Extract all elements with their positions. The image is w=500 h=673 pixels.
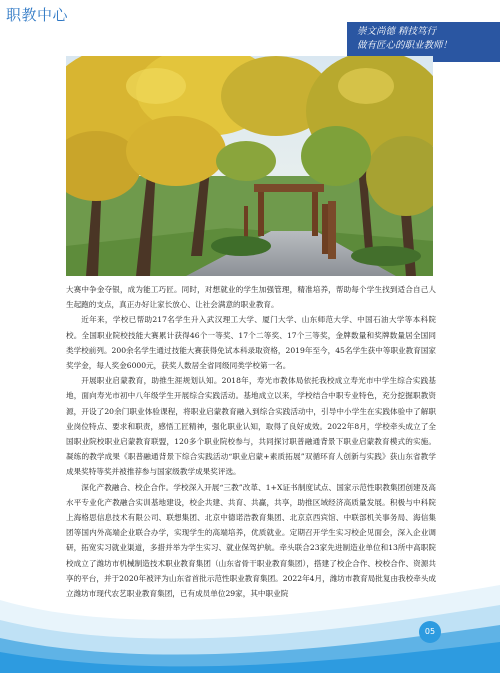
slogan-line-1: 崇文尚德 精技笃行 bbox=[357, 26, 437, 37]
slogan-line-2: 做有匠心的职业教师！ bbox=[357, 40, 453, 51]
campus-walkway-illustration bbox=[66, 56, 433, 276]
article-paragraph: 深化产教融合、校企合作。学校深入开展“三教”改革、1+X证书制度试点、国家示范性职教集团创建及高水平专业化产教融合实训基地建设，校企共建、共育、共赢，共享，助推区域经济高质量发展。积极与中科院上海格思信息技术有限公司、联想集团、北京中德诺浩教育集团、北京京西宾馆、中联部机关事务局、海信集团等国内外高端企业联合办学，实现学生的高端培养，优质就业。定期召开学生实习校企见面会，深入企业调研，拓宽实习就业渠道，多措并举为学生实习、就业保驾护航。牵头联合23家先进制造业单位和13所中高职院校成立了潍坊市机械制造技术职业教育集团（山东省骨干职业教育集团），搭建了校企合作、校校合作、资源共享的平台，并于2020年被评为山东省首批示范性职业教育集团。2022年4月，潍坊市教育局批复由我校牵头成立潍坊市现代农艺职业教育集团，已有成员单位29家，其中职业院 bbox=[66, 482, 437, 599]
page-header bbox=[0, 0, 500, 51]
article-paragraph: 开展职业启蒙教育，助推生涯规划认知。2018年，寿光市教体局依托我校成立寿光市中学生综合实践基地，面向寿光市初中八年级学生开展综合实践活动。基地成立以来，学校结合中职专业特色，充分挖掘职教资源，开设了20余门职业体验课程，将职业启蒙教育融入到综合实践活动中，引导中小学生在实践体验中了解职业岗位特点、要求和职责，感悟工匠精神，强化职业认知，取得了良好成效。2022年8月，学校牵头成立了全国职业院校职业启蒙教育联盟，120多个职业院校参与，共同探讨职普融通背景下职业启蒙教育模式的实施。凝练的教学成果《职普融通背景下综合实践活动“职业启蒙+素质拓展”双循环育人创新与实践》获山东省教学成果奖特等奖并被推荐参与国家级教学成果奖评选。 bbox=[66, 376, 436, 477]
page-number-badge: 05 bbox=[419, 621, 441, 643]
campus-photo bbox=[66, 56, 433, 276]
article-paragraph: 近年来，学校已帮助217名学生升入武汉理工大学、厦门大学、山东师范大学、中国石油大学等本科院校。全国职业院校技能大赛累计获得46个一等奖、17个二等奖、17个三等奖，金牌数量和奖牌数量居全国同类学校前列。200余名学生通过技能大赛获得免试本科录取资格，2019年至今，45名学生获中等职业教育国家奖学金，每人奖金6000元，获奖人数居全省同级同类学校第一名。 bbox=[66, 315, 437, 371]
article-paragraph: 大赛中争金夺银，成为能工巧匠。同时，对想就业的学生加强管理，精准培养，帮助每个学生找到适合自己人生起跑的支点，真正办好让家长放心、让社会满意的职业教育。 bbox=[66, 285, 436, 310]
section-title: 职教中心 bbox=[6, 6, 69, 24]
article-body bbox=[66, 282, 436, 601]
